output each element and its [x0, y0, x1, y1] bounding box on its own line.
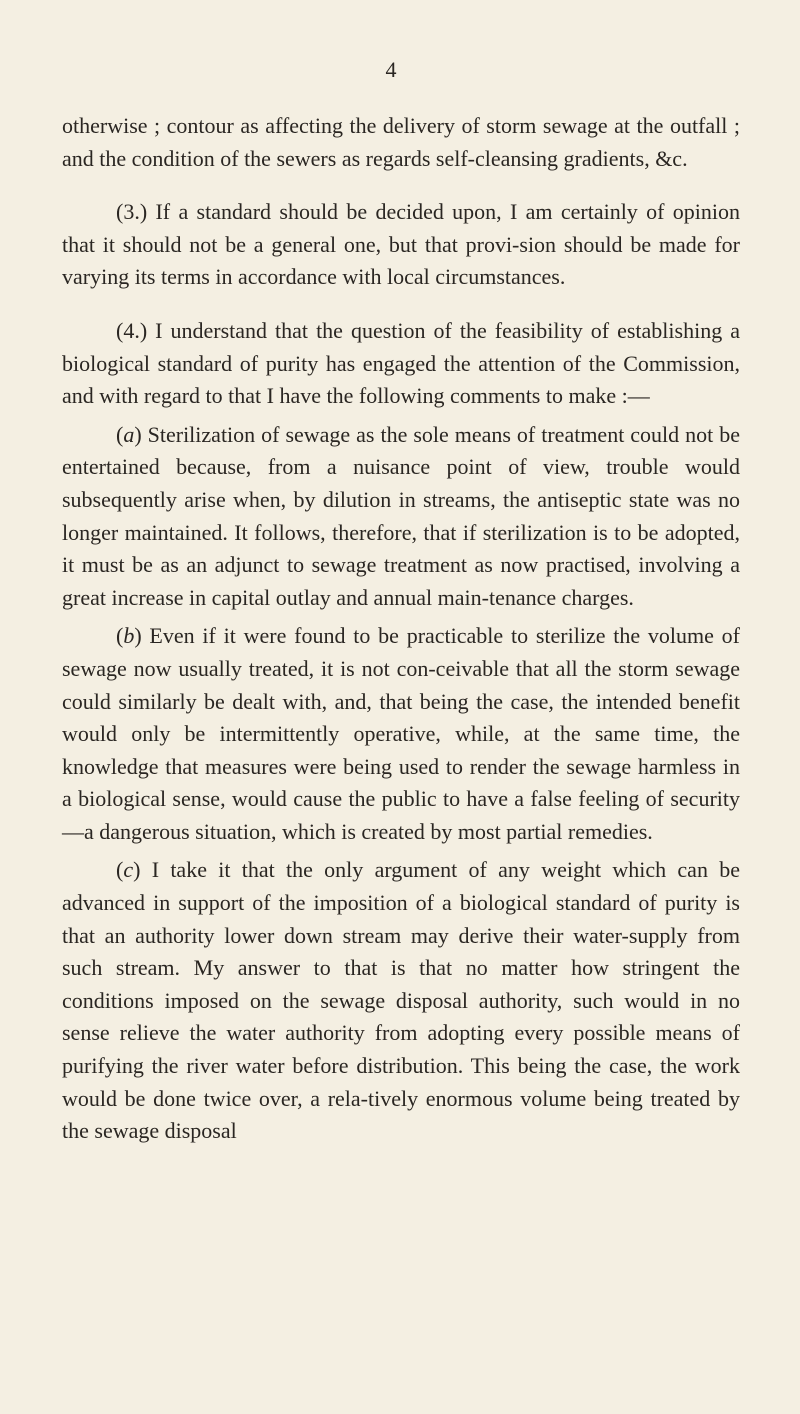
item-marker-open: (: [116, 421, 124, 447]
page-number: 4: [385, 57, 397, 82]
paragraph-item-3: (3.) If a standard should be decided upon, I am certainly of opinion that it should not be a general one, but that provi-sion should be made for varying its terms in accordance with local circumstances.: [62, 199, 740, 290]
item-marker-open: (: [116, 623, 124, 649]
paragraph-continuation: otherwise ; contour as affecting the delivery of storm sewage at the outfall ; and the condition of the sewers as regards self-cleansing gradients, &c.: [62, 113, 740, 171]
paragraph-item-4c: [62, 854, 740, 1147]
item-marker-open: (: [116, 857, 124, 883]
paragraph-item-4: (4.) I understand that the question of the feasibility of establishing a biological standard of purity has engaged the attention of the Commission, and with regard to that I have the following comments to make :—: [62, 317, 740, 409]
item-marker-close: ): [133, 857, 141, 883]
paragraph-text: Sterilization of sewage as the sole means of treatment could not be entertained because, from a nuisance point of view, trouble would subsequently arise when, by dilution in streams, the antiseptic state was no longer maintained. It follows, therefore, that if sterilization is to be adopted, it must be as an adjunct to sewage treatment as now practised, involving a great increase in capital outlay and annual main-tenance charges.: [62, 421, 740, 610]
item-marker-close: ): [134, 421, 142, 447]
paragraph-text: I take it that the only argument of any weight which can be advanced in support of the imposition of a biological standard of purity is that an authority lower down stream may derive their water-supply from such stream. My answer to that is that no matter how stringent the conditions imposed on the sewage disposal authority, such would in no sense relieve the water authority from adopting every possible means of purifying the river water before distribution. This being the case, the work would be done twice over, a rela-tively enormous volume being treated by the sewage disposal: [62, 857, 740, 1144]
paragraph-item-4b: [62, 620, 740, 848]
item-marker-letter: c: [123, 857, 134, 883]
item-marker-letter: a: [123, 421, 135, 447]
paragraph-item-4a: [62, 419, 740, 615]
item-marker-letter: b: [123, 623, 135, 649]
item-marker-close: ): [134, 623, 142, 649]
paragraph-text: Even if it were found to be practicable to sterilize the volume of sewage now usually treated, it is not con-ceivable that all the storm sewage could similarly be dealt with, and, that being the case, the intended benefit would only be intermittently operative, while, at the same time, the knowledge that measures were being used to render the sewage harmless in a biological sense, would cause the public to have a false feeling of security—a dangerous situation, which is created by most partial remedies.: [62, 623, 740, 844]
